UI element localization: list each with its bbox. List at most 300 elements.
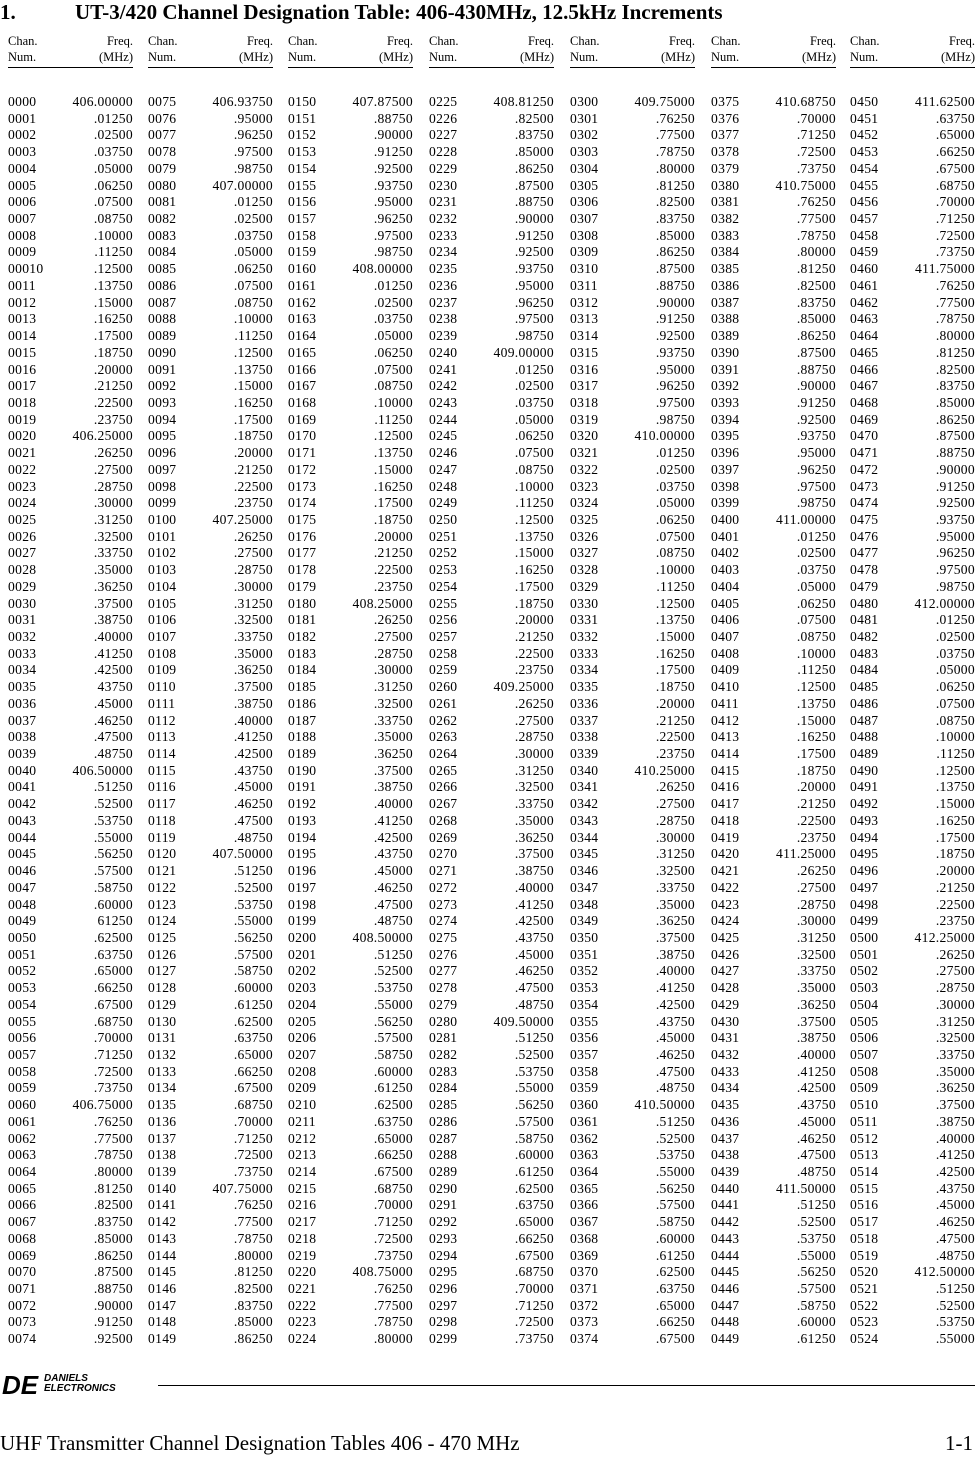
table-row — [570, 646, 695, 663]
table-row — [429, 395, 554, 412]
mhz-label: (MHz) — [801, 50, 836, 64]
table-row — [288, 178, 413, 195]
channel-number: 0229 — [429, 160, 458, 176]
frequency: .15000 — [233, 378, 273, 394]
table-row — [288, 261, 413, 278]
frequency: .73750 — [373, 1247, 413, 1263]
frequency: .36250 — [796, 996, 836, 1012]
table-row — [570, 311, 695, 328]
channel-number: 0517 — [850, 1214, 879, 1230]
chan-label: Chan. — [429, 34, 459, 48]
channel-number: 0317 — [570, 378, 599, 394]
frequency: .87500 — [796, 344, 836, 360]
table-row — [148, 963, 273, 980]
frequency: .43750 — [373, 846, 413, 862]
channel-number: 0359 — [570, 1080, 599, 1096]
channel-number: 0303 — [570, 144, 599, 160]
frequency: .86250 — [514, 160, 554, 176]
frequency: .27500 — [935, 963, 975, 979]
column-rows — [8, 94, 133, 1348]
frequency: .52500 — [655, 1130, 695, 1146]
frequency: 409.25000 — [493, 679, 554, 695]
table-row — [850, 512, 975, 529]
frequency: .95000 — [655, 361, 695, 377]
table-row — [429, 479, 554, 496]
table-row — [711, 1231, 836, 1248]
table-row — [148, 579, 273, 596]
table-row — [570, 479, 695, 496]
channel-number: 0230 — [429, 177, 458, 193]
channel-number: 0285 — [429, 1097, 458, 1113]
channel-number: 0432 — [711, 1046, 740, 1062]
table-row — [711, 596, 836, 613]
table-row — [8, 1097, 133, 1114]
table-row — [429, 1181, 554, 1198]
channel-number: 0521 — [850, 1281, 879, 1297]
frequency: .90000 — [373, 127, 413, 143]
frequency: .07500 — [935, 695, 975, 711]
table-row — [570, 529, 695, 546]
column-header — [711, 33, 836, 68]
frequency: .37500 — [796, 1013, 836, 1029]
frequency: .16250 — [796, 729, 836, 745]
table-row — [711, 930, 836, 947]
frequency: .48750 — [796, 1164, 836, 1179]
channel-number: 0469 — [850, 411, 879, 427]
channel-number: 0191 — [288, 779, 317, 795]
table-row — [148, 1030, 273, 1047]
table-row — [711, 428, 836, 445]
frequency: .65000 — [233, 1046, 273, 1062]
table-row — [288, 161, 413, 178]
channel-number: 0312 — [570, 294, 599, 310]
frequency: .26250 — [373, 612, 413, 628]
table-row — [850, 1064, 975, 1081]
channel-number: 0433 — [711, 1063, 740, 1079]
table-row — [148, 161, 273, 178]
table-row — [288, 1030, 413, 1047]
frequency: .57500 — [93, 863, 133, 879]
table-row — [288, 244, 413, 261]
table-row — [148, 846, 273, 863]
frequency: 406.93750 — [212, 94, 273, 109]
table-row — [711, 1164, 836, 1181]
frequency: .43750 — [935, 1180, 975, 1196]
frequency: .56250 — [233, 929, 273, 945]
channel-number: 0024 — [8, 495, 37, 511]
channel-number: 0275 — [429, 929, 458, 945]
channel-number: 0405 — [711, 595, 740, 611]
frequency: .27500 — [796, 879, 836, 895]
table-row — [148, 378, 273, 395]
frequency: .22500 — [233, 478, 273, 494]
channel-number: 0041 — [8, 779, 37, 795]
table-row — [8, 479, 133, 496]
channel-number: 0188 — [288, 729, 317, 745]
frequency: .48750 — [373, 913, 413, 929]
frequency: .41250 — [655, 980, 695, 996]
frequency: .65000 — [93, 963, 133, 979]
channel-number: 0102 — [148, 545, 177, 561]
channel-number: 0084 — [148, 244, 177, 260]
channel-number: 0151 — [288, 110, 317, 126]
table-row — [8, 328, 133, 345]
channel-number: 0430 — [711, 1013, 740, 1029]
table-row — [288, 378, 413, 395]
frequency: .02500 — [93, 127, 133, 143]
table-row — [8, 178, 133, 195]
frequency: .93750 — [935, 511, 975, 527]
column-header — [570, 33, 695, 68]
frequency: .47500 — [373, 896, 413, 912]
frequency: .01250 — [935, 612, 975, 628]
frequency: .17500 — [796, 746, 836, 762]
channel-number: 0256 — [429, 612, 458, 628]
table-row — [570, 1197, 695, 1214]
footer-rule — [158, 1385, 975, 1386]
frequency: .63750 — [935, 110, 975, 126]
table-row — [850, 846, 975, 863]
table-row — [429, 1097, 554, 1114]
table-row — [8, 445, 133, 462]
frequency: .83750 — [655, 211, 695, 227]
frequency: .60000 — [655, 1230, 695, 1246]
frequency: .26250 — [514, 695, 554, 711]
table-row — [711, 963, 836, 980]
channel-number: 0018 — [8, 394, 37, 410]
frequency: .37500 — [93, 595, 133, 611]
frequency: .11250 — [374, 411, 413, 427]
table-row — [148, 713, 273, 730]
frequency: .98750 — [233, 160, 273, 176]
channel-number: 0364 — [570, 1164, 599, 1179]
channel-number: 0416 — [711, 779, 740, 795]
frequency: .07500 — [514, 445, 554, 461]
frequency: .61250 — [655, 1247, 695, 1263]
table-row — [711, 1298, 836, 1315]
table-row — [148, 194, 273, 211]
channel-number: 0014 — [8, 328, 37, 344]
frequency: .55000 — [655, 1164, 695, 1179]
frequency: .63750 — [514, 1197, 554, 1213]
table-row — [850, 863, 975, 880]
channel-number: 0478 — [850, 562, 879, 578]
frequency: .65000 — [514, 1214, 554, 1230]
table-row — [570, 729, 695, 746]
channel-number: 0046 — [8, 863, 37, 879]
table-row — [288, 763, 413, 780]
channel-number: 0168 — [288, 394, 317, 410]
channel-number: 0263 — [429, 729, 458, 745]
channel-number: 0220 — [288, 1264, 317, 1280]
table-row — [711, 612, 836, 629]
channel-number: 0145 — [148, 1264, 177, 1280]
channel-number: 0185 — [288, 679, 317, 695]
channel-number: 0267 — [429, 796, 458, 812]
frequency: .83750 — [514, 127, 554, 143]
table-row — [711, 295, 836, 312]
frequency: .85000 — [93, 1230, 133, 1246]
channel-number: 0110 — [148, 679, 176, 695]
frequency: .11250 — [797, 662, 836, 678]
table-row — [288, 412, 413, 429]
channel-number: 0410 — [711, 679, 740, 695]
table-row — [850, 178, 975, 195]
table-row — [429, 1231, 554, 1248]
section-number: 1. — [0, 0, 16, 24]
channel-number: 0520 — [850, 1264, 879, 1280]
freq-label: Freq. — [668, 34, 695, 48]
table-row — [288, 1097, 413, 1114]
table-row — [850, 545, 975, 562]
frequency: .56250 — [796, 1264, 836, 1280]
frequency: .60000 — [373, 1063, 413, 1079]
channel-number: 0134 — [148, 1080, 177, 1096]
channel-number: 0182 — [288, 629, 317, 644]
table-row — [8, 1264, 133, 1281]
channel-number: 0211 — [288, 1113, 316, 1129]
table-row — [850, 779, 975, 796]
channel-number: 0392 — [711, 378, 740, 394]
frequency: .06250 — [796, 595, 836, 611]
frequency: .81250 — [233, 1264, 273, 1280]
frequency: 411.62500 — [915, 94, 975, 109]
channel-number: 0353 — [570, 980, 599, 996]
frequency: .07500 — [655, 528, 695, 544]
table-row — [711, 1030, 836, 1047]
column-rows — [570, 94, 695, 1348]
table-row — [8, 963, 133, 980]
channel-number: 0133 — [148, 1063, 177, 1079]
frequency: .05000 — [93, 160, 133, 176]
table-row — [288, 813, 413, 830]
channel-number: 0457 — [850, 211, 879, 227]
frequency: .98750 — [935, 578, 975, 594]
table-column — [288, 33, 413, 1348]
table-row — [148, 111, 273, 128]
channel-number: 0005 — [8, 177, 37, 193]
channel-number: 0221 — [288, 1281, 317, 1297]
table-row — [850, 930, 975, 947]
frequency: .61250 — [514, 1164, 554, 1179]
frequency: .77500 — [373, 1297, 413, 1313]
channel-number: 0516 — [850, 1197, 879, 1213]
channel-number: 0500 — [850, 929, 879, 945]
channel-number: 0328 — [570, 562, 599, 578]
channel-number: 0027 — [8, 545, 37, 561]
channel-number: 0271 — [429, 863, 458, 879]
channel-number: 0123 — [148, 896, 177, 912]
channel-number: 0455 — [850, 177, 879, 193]
table-row — [429, 980, 554, 997]
frequency: .63750 — [655, 1281, 695, 1297]
frequency: .21250 — [514, 629, 554, 644]
frequency: .02500 — [514, 378, 554, 394]
table-row — [148, 1281, 273, 1298]
channel-number: 0493 — [850, 812, 879, 828]
table-row — [429, 913, 554, 930]
frequency: .88750 — [93, 1281, 133, 1297]
table-row — [148, 763, 273, 780]
table-row — [288, 445, 413, 462]
table-row — [429, 880, 554, 897]
table-row — [288, 897, 413, 914]
table-row — [711, 1264, 836, 1281]
frequency: .55000 — [796, 1247, 836, 1263]
channel-number: 0487 — [850, 712, 879, 728]
table-row — [8, 1064, 133, 1081]
channel-number: 0240 — [429, 344, 458, 360]
frequency: 408.00000 — [352, 261, 413, 277]
table-row — [8, 261, 133, 278]
table-row — [429, 1030, 554, 1047]
table-column — [711, 33, 836, 1348]
channel-number: 0092 — [148, 378, 177, 394]
frequency: .70000 — [796, 110, 836, 126]
table-row — [711, 111, 836, 128]
frequency: .96250 — [655, 378, 695, 394]
frequency: .41250 — [373, 812, 413, 828]
table-row — [429, 512, 554, 529]
channel-number: 0395 — [711, 428, 740, 444]
frequency: .91250 — [935, 478, 975, 494]
channel-number: 0233 — [429, 227, 458, 243]
channel-number: 0203 — [288, 980, 317, 996]
channel-number: 0069 — [8, 1247, 37, 1263]
channel-number: 0449 — [711, 1331, 740, 1347]
channel-number: 0434 — [711, 1080, 740, 1096]
table-row — [288, 1281, 413, 1298]
frequency: .57500 — [655, 1197, 695, 1213]
table-row — [148, 897, 273, 914]
channel-number: 0307 — [570, 211, 599, 227]
chan-label: Chan. — [148, 34, 178, 48]
frequency: .15000 — [514, 545, 554, 561]
frequency: .82500 — [796, 277, 836, 293]
column-header — [8, 33, 133, 68]
freq-label: Freq. — [948, 34, 975, 48]
channel-number: 0120 — [148, 846, 177, 862]
frequency: .36250 — [373, 746, 413, 762]
channel-number: 0186 — [288, 695, 317, 711]
table-row — [148, 1080, 273, 1097]
table-column — [570, 33, 695, 1348]
table-row — [711, 579, 836, 596]
channel-number: 0288 — [429, 1147, 458, 1163]
table-row — [8, 127, 133, 144]
mhz-label: (MHz) — [378, 50, 413, 64]
table-row — [711, 144, 836, 161]
channel-number: 0326 — [570, 528, 599, 544]
channel-number: 0374 — [570, 1331, 599, 1347]
table-row — [711, 1114, 836, 1131]
channel-number: 0237 — [429, 294, 458, 310]
channel-number: 0216 — [288, 1197, 317, 1213]
channel-number: 0340 — [570, 762, 599, 778]
channel-number: 0129 — [148, 996, 177, 1012]
table-row — [850, 428, 975, 445]
frequency: .87500 — [935, 428, 975, 444]
table-row — [429, 1114, 554, 1131]
table-row — [850, 1097, 975, 1114]
table-row — [8, 378, 133, 395]
channel-number: 0332 — [570, 629, 599, 644]
num-label: Num. — [148, 50, 177, 64]
frequency: .20000 — [935, 863, 975, 879]
frequency: .61250 — [233, 996, 273, 1012]
channel-number: 0290 — [429, 1180, 458, 1196]
table-row — [429, 897, 554, 914]
table-row — [711, 362, 836, 379]
frequency: .92500 — [514, 244, 554, 260]
table-row — [148, 1164, 273, 1181]
frequency: .17500 — [514, 578, 554, 594]
frequency: .87500 — [655, 261, 695, 277]
channel-number: 0215 — [288, 1180, 317, 1196]
frequency: .42500 — [514, 913, 554, 929]
channel-number: 0506 — [850, 1030, 879, 1046]
table-row — [570, 662, 695, 679]
table-row — [8, 813, 133, 830]
channel-number: 0239 — [429, 328, 458, 344]
frequency: .13750 — [373, 445, 413, 461]
frequency: .30000 — [514, 746, 554, 762]
channel-number: 0194 — [288, 829, 317, 845]
frequency: .52500 — [514, 1046, 554, 1062]
frequency: .92500 — [373, 160, 413, 176]
channel-number: 0498 — [850, 896, 879, 912]
table-row — [288, 1331, 413, 1348]
channel-number: 0381 — [711, 194, 740, 210]
table-row — [8, 194, 133, 211]
channel-number: 0096 — [148, 445, 177, 461]
frequency: .95000 — [514, 277, 554, 293]
frequency: .10000 — [93, 227, 133, 243]
frequency: .51250 — [373, 946, 413, 962]
frequency: .28750 — [796, 896, 836, 912]
table-row — [288, 1264, 413, 1281]
channel-number: 0171 — [288, 445, 317, 461]
table-row — [148, 479, 273, 496]
num-label: Num. — [8, 50, 37, 64]
channel-number: 0484 — [850, 662, 879, 678]
table-row — [288, 679, 413, 696]
frequency: .28750 — [233, 562, 273, 578]
frequency: .97500 — [233, 144, 273, 160]
channel-number: 0357 — [570, 1046, 599, 1062]
table-row — [8, 729, 133, 746]
channel-number: 0011 — [8, 277, 36, 293]
table-row — [288, 629, 413, 646]
chan-label: Chan. — [8, 34, 38, 48]
frequency: .22500 — [93, 394, 133, 410]
frequency: .61250 — [373, 1080, 413, 1096]
table-row — [148, 529, 273, 546]
table-row — [711, 1131, 836, 1148]
table-row — [850, 763, 975, 780]
frequency: 407.50000 — [212, 846, 273, 862]
table-row — [570, 412, 695, 429]
frequency: .73750 — [935, 244, 975, 260]
channel-number: 0365 — [570, 1180, 599, 1196]
frequency: .10000 — [655, 562, 695, 578]
frequency: .27500 — [373, 629, 413, 644]
frequency: 406.75000 — [72, 1097, 133, 1113]
channel-number: 0001 — [8, 110, 37, 126]
frequency: .86250 — [935, 411, 975, 427]
frequency: .82500 — [655, 194, 695, 210]
frequency: .01250 — [373, 277, 413, 293]
